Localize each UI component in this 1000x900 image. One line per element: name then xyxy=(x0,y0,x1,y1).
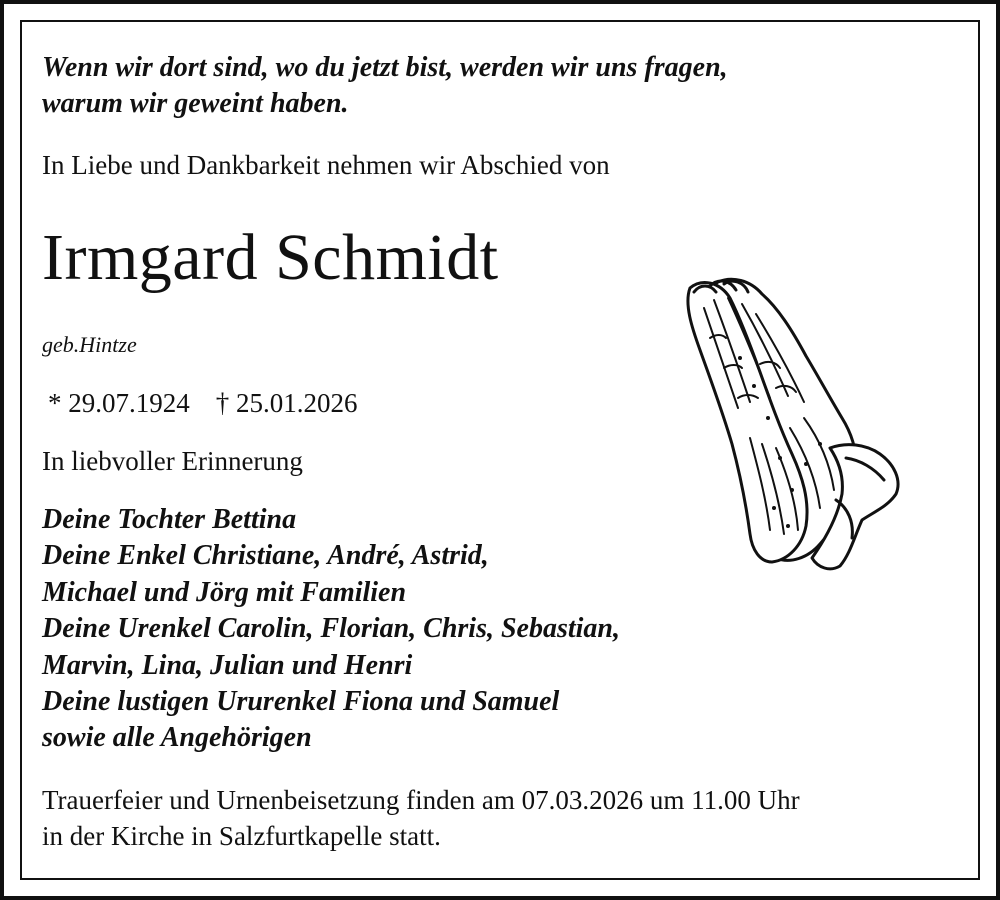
ceremony-line-1: Trauerfeier und Urnenbeisetzung finden am 07.03.2026 um 11.00 Uhr xyxy=(42,785,800,815)
praying-hands-icon xyxy=(680,268,910,573)
quote-line-2: warum wir geweint haben. xyxy=(42,88,349,119)
maiden-name: geb.Hintze xyxy=(42,332,137,357)
intro-text: In Liebe und Dankbarkeit nehmen wir Abschied von xyxy=(42,150,610,180)
birth-date: * 29.07.1924 xyxy=(48,388,190,418)
family-line: sowie alle Angehörigen xyxy=(42,722,312,754)
family-line: Deine Enkel Christiane, André, Astrid, xyxy=(42,540,489,572)
life-dates xyxy=(42,386,358,420)
family-list xyxy=(42,502,620,757)
family-line: Deine Urenkel Carolin, Florian, Chris, Sebastian, xyxy=(42,613,621,645)
memory-line: In liebvoller Erinnerung xyxy=(42,446,303,476)
family-line: Marvin, Lina, Julian und Henri xyxy=(42,649,413,681)
quote-line-1: Wenn wir dort sind, wo du jetzt bist, werden wir uns fragen, xyxy=(42,52,728,83)
family-line: Michael und Jörg mit Familien xyxy=(42,576,407,608)
death-date: † 25.01.2026 xyxy=(215,388,358,418)
family-line: Deine lustigen Ururenkel Fiona und Samuel xyxy=(42,686,560,718)
deceased-name: Irmgard Schmidt xyxy=(42,221,499,294)
ceremony-line-2: in der Kirche in Salzfurtkapelle statt. xyxy=(42,821,441,851)
quote xyxy=(42,50,728,122)
family-line: Deine Tochter Bettina xyxy=(42,504,297,535)
ceremony-info xyxy=(42,782,800,854)
